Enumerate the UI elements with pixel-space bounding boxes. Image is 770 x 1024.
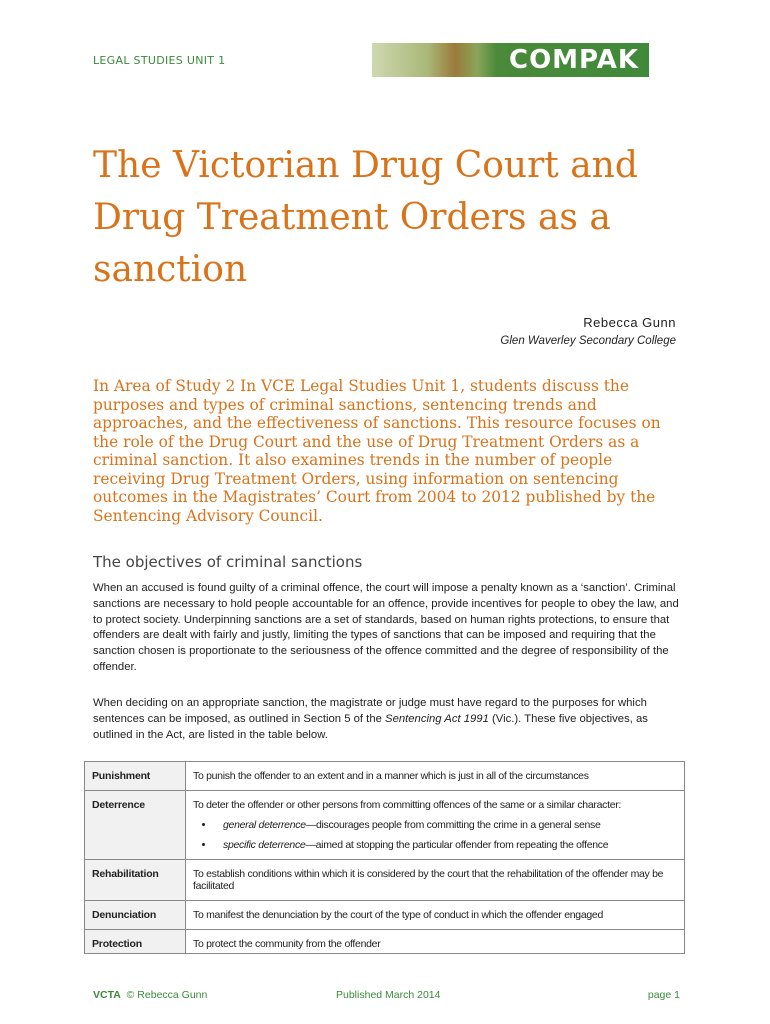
compak-logo: [372, 43, 649, 77]
bullet-term: general deterrence: [223, 819, 306, 831]
objective-name: Deterrence: [85, 791, 186, 860]
footer-published: Published March 2014: [336, 989, 441, 1001]
bullet-term: specific deterrence: [223, 839, 306, 851]
deterrence-list: [215, 819, 677, 851]
list-item: [215, 819, 677, 831]
intro-paragraph: In Area of Study 2 In VCE Legal Studies Unit 1, students discuss the purposes and types of criminal sanctions, sentencing trends and approaches, and the effectiveness of sanctions. This resource focuses on the role of the Drug Court and the use of Drug Treatment Orders as a criminal sanction. It also examines trends in the number of people receiving Drug Treatment Orders, using information on sentencing outcomes in the Magistrates’ Court from 2004 to 2012 published by the Sentencing Advisory Council.: [93, 377, 661, 525]
deterrence-text: To deter the offender or other persons from committing offences of the same or a similar character:: [193, 799, 622, 811]
list-item: [215, 839, 677, 851]
footer-left: [93, 989, 207, 1001]
footer-org: VCTA: [93, 989, 121, 1001]
footer-copyright: © Rebecca Gunn: [126, 989, 208, 1001]
footer-page: page 1: [647, 989, 680, 1001]
objective-name: Rehabilitation: [85, 860, 186, 901]
table-row: [85, 762, 685, 791]
bullet-text: —aimed at stopping the particular offender from repeating the offence: [305, 839, 609, 851]
objectives-table: [84, 761, 685, 954]
table-row: [85, 901, 685, 930]
section-heading: The objectives of criminal sanctions: [93, 553, 363, 571]
para2-text-end: (Vic.). These five objectives, as outlined in the Act, are listed in the table below.: [93, 712, 648, 741]
objective-description: To protect the community from the offender: [186, 930, 685, 954]
author: Rebecca Gunn: [583, 315, 676, 330]
table-row: [85, 860, 685, 901]
act-name: Sentencing Act 1991: [385, 712, 489, 725]
objective-description: [186, 791, 685, 860]
objective-name: Protection: [85, 930, 186, 954]
objective-description: To punish the offender to an extent and in a manner which is just in all of the circumstances: [186, 762, 685, 791]
college: Glen Waverley Secondary College: [500, 335, 676, 347]
table-row: [85, 930, 685, 954]
paragraph-1: When an accused is found guilty of a criminal offence, the court will impose a penalty known as a ‘sanction’. Criminal sanctions are necessary to hold people accountable for an offence, provide incentives for people to obey the law, and to protect society. Underpinning sanctions are a set of standards, based on human rights protections, to ensure that offenders are dealt with fairly and justly, limiting the types of sanctions that can be imposed and requiring that the sanction chosen is proportionate to the seriousness of the offence committed and the degree of responsibility of the offender.: [93, 582, 679, 673]
objective-description: To manifest the denunciation by the court of the type of conduct in which the offender engaged: [186, 901, 685, 930]
objective-name: Punishment: [85, 762, 186, 791]
objective-name: Denunciation: [85, 901, 186, 930]
bullet-text: —discourages people from committing the crime in a general sense: [305, 819, 601, 831]
logo-text: COMPAK: [509, 45, 639, 75]
header-unit: LEGAL STUDIES UNIT 1: [93, 54, 226, 67]
para2-text: When deciding on an appropriate sanction, the magistrate or judge must have regard to the purposes for which sentences can be imposed, as outlined in Section 5 of the: [93, 697, 647, 725]
document-title: The Victorian Drug Court and Drug Treatment Orders as a sanction: [93, 145, 638, 290]
paragraph-2: [93, 696, 683, 743]
objective-description: To establish conditions within which it is considered by the court that the rehabilitation of the offender may be facilitated: [186, 860, 685, 901]
table-row: [85, 791, 685, 860]
